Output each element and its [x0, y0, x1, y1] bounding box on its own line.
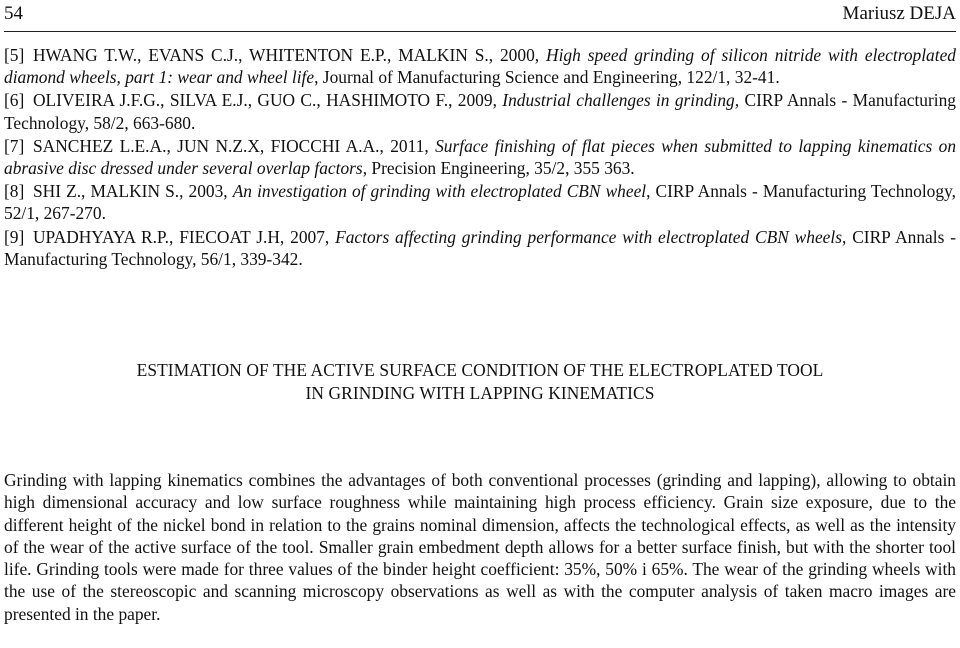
- reference-source: CIRP Annals - Manufacturing Technology, 58/2, 663-680.: [4, 90, 956, 133]
- header-rule: [4, 31, 956, 32]
- reference-title: Industrial challenges in grinding,: [502, 90, 740, 111]
- reference-authors: HWANG T.W., EVANS C.J., WHITENTON E.P., MALKIN S., 2000,: [33, 45, 547, 65]
- running-header: [4, 2, 956, 26]
- reference-item: [4, 180, 956, 224]
- reference-item: [4, 226, 956, 270]
- reference-authors: UPADHYAYA R.P., FIECOAT J.H, 2007,: [33, 226, 336, 247]
- reference-source: , CIRP Annals - Manufacturing Technology, 52/1, 267-270.: [4, 181, 956, 224]
- article-title: [4, 359, 956, 404]
- reference-source: , Journal of Manufacturing Science and Engineering, 122/1, 32-41.: [314, 67, 780, 88]
- reference-authors: SHI Z., MALKIN S., 2003,: [33, 181, 233, 202]
- reference-label: [9]: [4, 226, 25, 247]
- reference-source: , Precision Engineering, 35/2, 355 363.: [362, 158, 635, 179]
- reference-label: [7]: [4, 135, 25, 156]
- article-title-line: ESTIMATION OF THE ACTIVE SURFACE CONDITION OF THE ELECTROPLATED TOOL: [136, 360, 824, 380]
- reference-label: [8]: [4, 181, 25, 202]
- reference-label: [5]: [4, 45, 25, 65]
- reference-source: , CIRP Annals - Manufacturing Technology, 56/1, 339-342.: [4, 226, 957, 269]
- abstract-paragraph: Grinding with lapping kinematics combines the advantages of both conventional processes (grinding and lapping), allowing to obtain high dimensional accuracy and low surface roughness while maintaining high process efficiency. Grain size exposure, due to the different height of the nickel bond in relation to the grains nominal dimension, affects the technological effects, as well as the intensity of the wear of the active surface of the tool. Smaller grain embedment depth allows for a better surface finish, but with the shorter tool life. Grinding tools were made for three values of the binder height coefficient: 35%, 50% i 65%. The wear of the grinding wheels with the use of the stereoscopic and scanning microscopy observations as well as with the computer analysis of taken macro images are presented in the paper.: [4, 470, 956, 624]
- page-number: 54: [4, 3, 23, 24]
- reference-item: [4, 44, 956, 88]
- reference-title: Surface finishing of flat pieces when submitted to lapping kinematics on abrasive disc dressed under several overlap factors: [4, 135, 957, 179]
- reference-title: High speed grinding of silicon nitride with electroplated diamond wheels, part 1: wear and wheel life: [4, 45, 956, 88]
- reference-label: [6]: [4, 90, 25, 111]
- reference-item: [4, 135, 956, 179]
- reference-authors: OLIVEIRA J.F.G., SILVA E.J., GUO C., HASHIMOTO F., 2009,: [33, 90, 503, 111]
- reference-title: Factors affecting grinding performance with electroplated CBN wheels: [335, 226, 842, 247]
- reference-item: [4, 89, 956, 133]
- running-author: Mariusz DEJA: [842, 3, 956, 24]
- reference-title: An investigation of grinding with electroplated CBN wheel: [232, 181, 647, 202]
- article-title-line: IN GRINDING WITH LAPPING KINEMATICS: [305, 382, 655, 403]
- reference-authors: SANCHEZ L.E.A., JUN N.Z.X, FIOCCHI A.A., 2011,: [33, 135, 436, 156]
- reference-list: [4, 44, 956, 271]
